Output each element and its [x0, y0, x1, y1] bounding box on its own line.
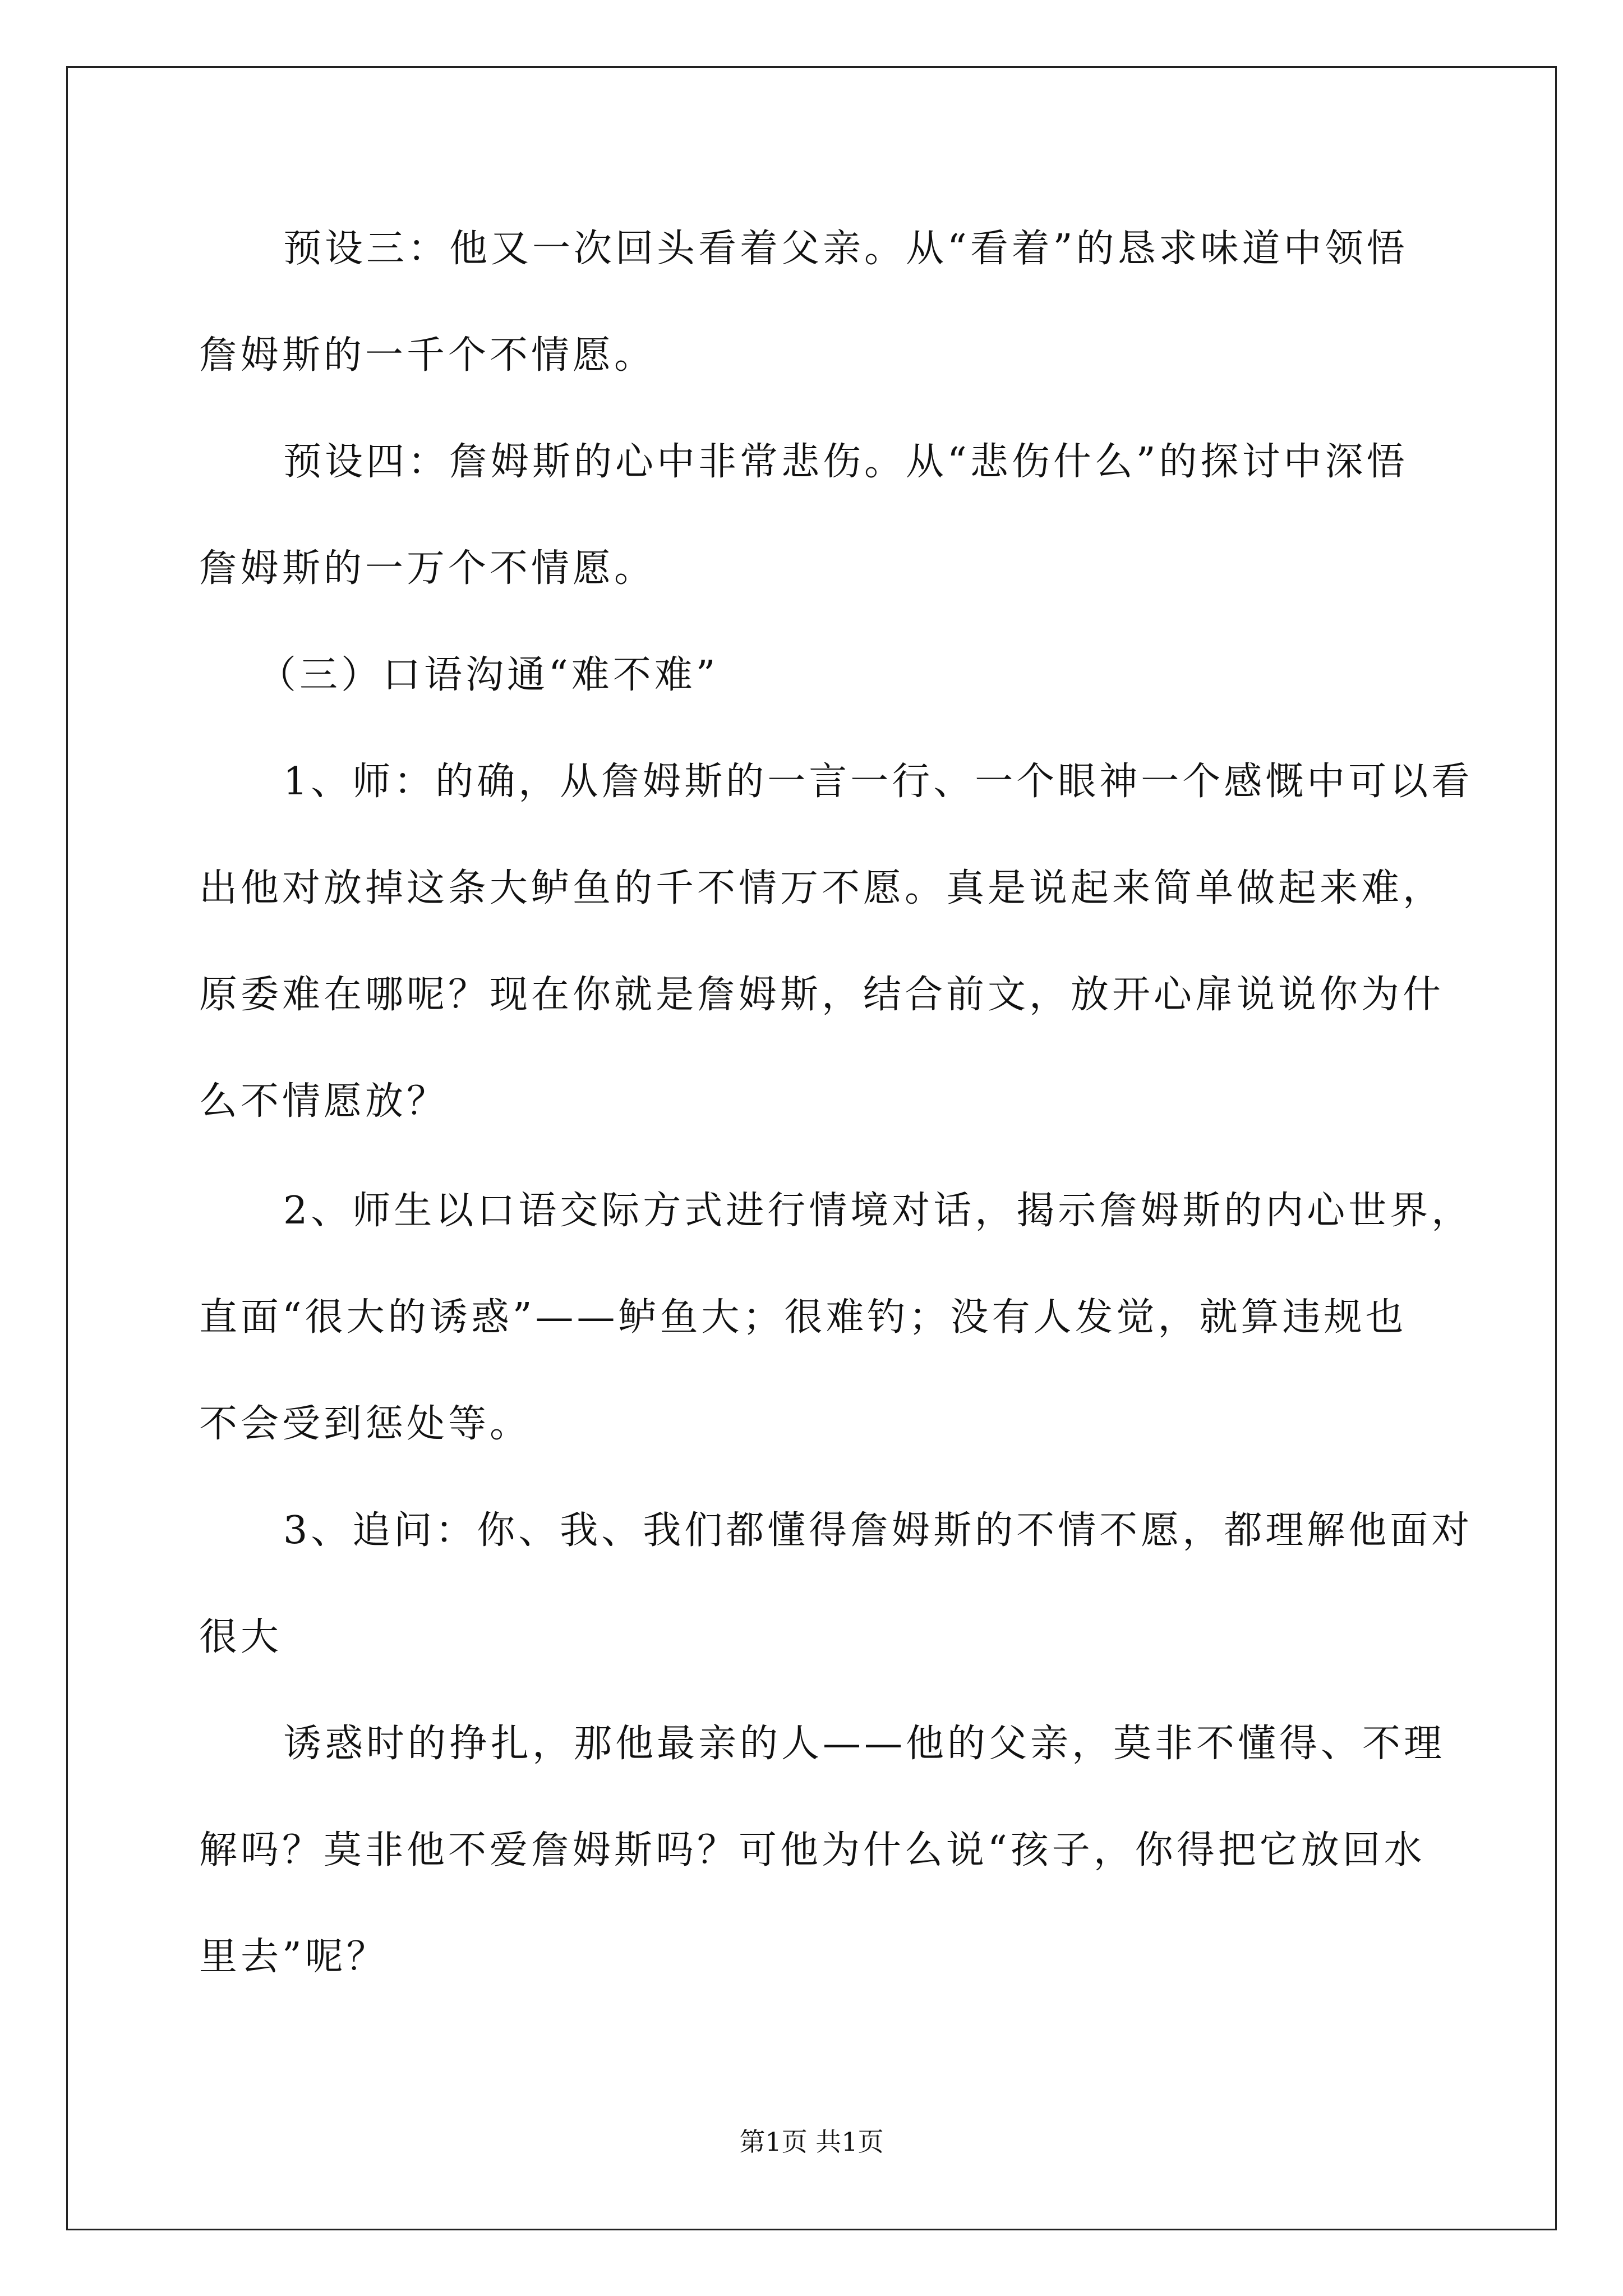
text-line: 2、师生以口语交际方式进行情境对话，揭示詹姆斯的内心世界，	[283, 1189, 1473, 1233]
text-line: 解吗？莫非他不爱詹姆斯吗？可他为什么说“孩子，你得把它放回水	[199, 1828, 1426, 1872]
text-line: 1、师：的确，从詹姆斯的一言一行、一个眼神一个感慨中可以看	[283, 760, 1473, 804]
text-line: 不会受到惩处等。	[199, 1402, 532, 1446]
text-line: 么不情愿放？	[199, 1079, 449, 1124]
text-line: 3、追问：你、我、我们都懂得詹姆斯的不情不愿，都理解他面对	[283, 1508, 1473, 1553]
text-line: 很大	[199, 1615, 283, 1659]
text-line: 出他对放掉这条大鲈鱼的千不情万不愿。真是说起来简单做起来难，	[199, 866, 1445, 910]
text-line: 里去”呢？	[199, 1935, 388, 1979]
text-line: 诱惑时的挣扎，那他最亲的人——他的父亲，莫非不懂得、不理	[283, 1722, 1446, 1766]
text-line: 预设三：他又一次回头看着父亲。从“看着”的恳求味道中领悟	[283, 227, 1408, 271]
section-heading: （三）口语沟通“难不难”	[258, 653, 719, 697]
text-line: 直面“很大的诱惑”——鲈鱼大；很难钓；没有人发觉，就算违规也	[199, 1295, 1407, 1340]
page-frame	[66, 66, 1557, 2230]
text-line: 预设四：詹姆斯的心中非常悲伤。从“悲伤什么”的探讨中深悟	[283, 440, 1408, 484]
text-line: 詹姆斯的一万个不情愿。	[199, 546, 656, 591]
text-line: 詹姆斯的一千个不情愿。	[199, 333, 656, 378]
page-footer: 第1页 共1页	[739, 2127, 884, 2157]
text-line: 原委难在哪呢？现在你就是詹姆斯，结合前文，放开心扉说说你为什	[199, 973, 1445, 1017]
